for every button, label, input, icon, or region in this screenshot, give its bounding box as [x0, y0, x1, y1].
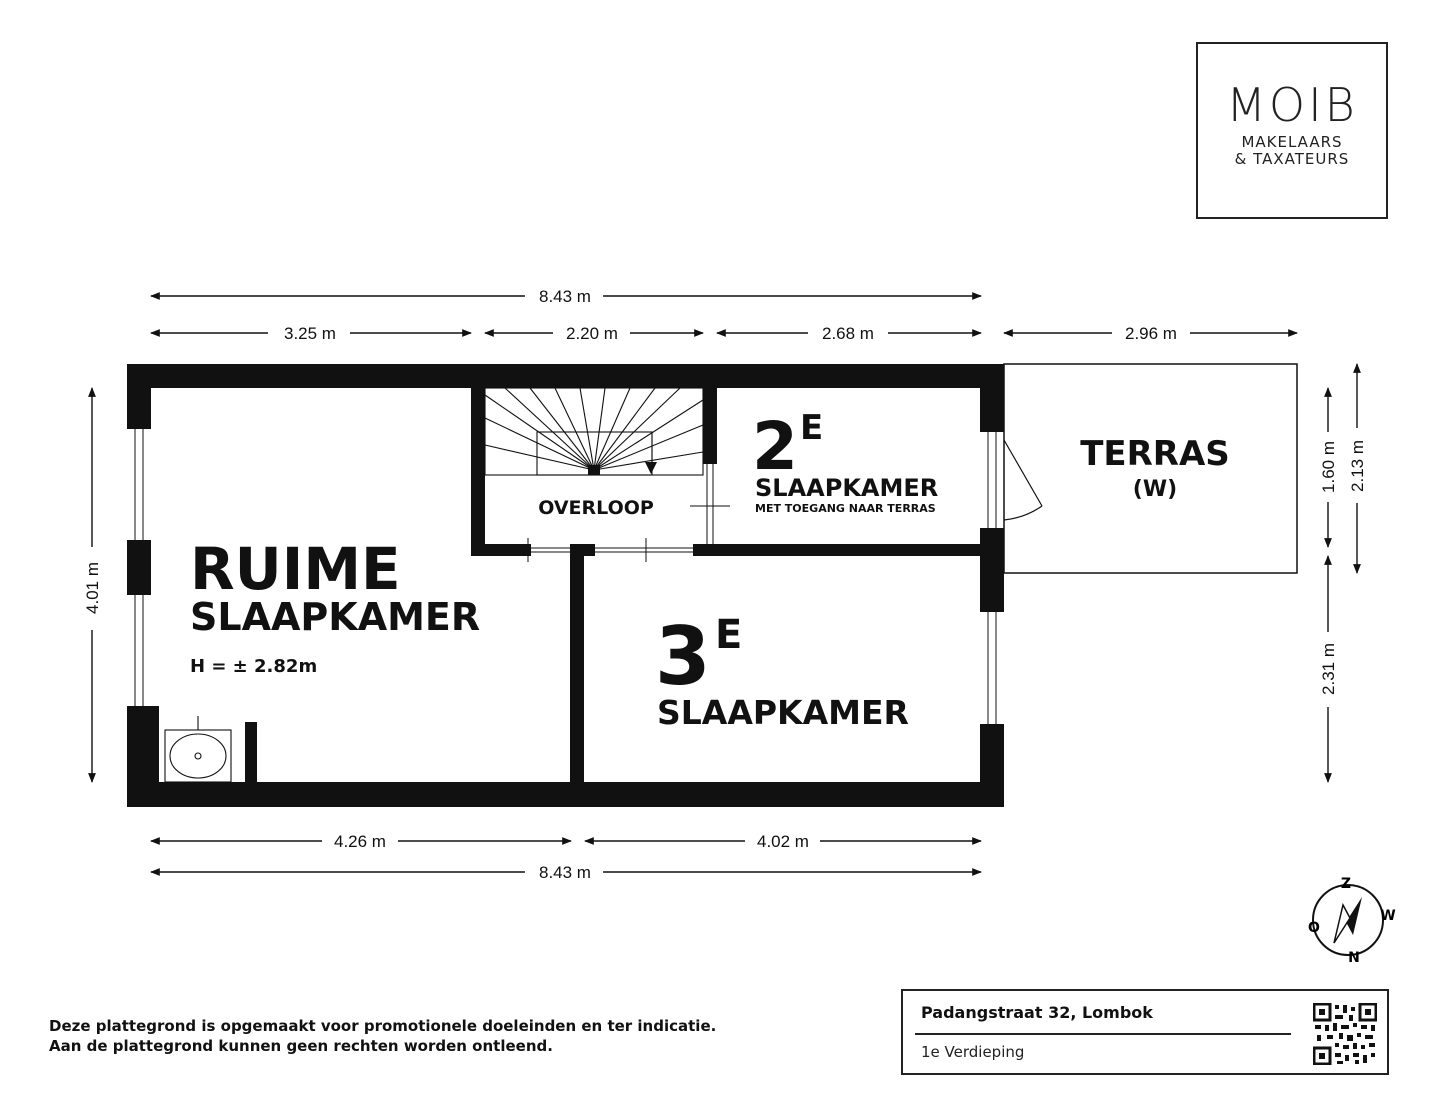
dim-terras-door: 1.60 m — [1319, 441, 1338, 493]
overloop-label: OVERLOOP — [538, 497, 654, 519]
address: Padangstraat 32, Lombok — [921, 1003, 1153, 1022]
second-name: SLAAPKAMER — [755, 474, 939, 502]
ruime-height: H = ± 2.82m — [190, 656, 318, 677]
dim-terras-depth: 2.13 m — [1348, 440, 1367, 492]
second-number: 2 — [752, 408, 798, 485]
compass — [1308, 876, 1396, 966]
ruime-title: RUIME — [190, 535, 401, 603]
dim-left-height: 4.01 m — [83, 562, 102, 614]
dim-bottom-1: 4.26 m — [334, 832, 386, 851]
dim-top-1: 3.25 m — [284, 324, 336, 343]
terras-orientation: (W) — [1132, 477, 1178, 502]
dim-top-total: 8.43 m — [539, 287, 591, 306]
staircase — [485, 388, 703, 475]
compass-w: W — [1380, 908, 1396, 924]
terras-door — [1004, 440, 1042, 520]
dim-top-2: 2.20 m — [566, 324, 618, 343]
logo-name: MOIB — [1226, 78, 1358, 132]
disclaimer-line-2: Aan de plattegrond kunnen geen rechten worden ontleend. — [49, 1037, 553, 1055]
terras-title: TERRAS — [1080, 434, 1230, 474]
second-sup: E — [800, 408, 824, 448]
ruime-subtitle: SLAAPKAMER — [190, 595, 481, 639]
logo-tagline-2: & TAXATEURS — [1234, 150, 1350, 168]
third-number: 3 — [655, 610, 711, 703]
dim-right-lower: 2.31 m — [1319, 643, 1338, 695]
address-box — [901, 989, 1389, 1075]
disclaimer-line-1: Deze plattegrond is opgemaakt voor promotionele doeleinden en ter indicatie. — [49, 1017, 717, 1035]
dim-top-3: 2.68 m — [822, 324, 874, 343]
third-name: SLAAPKAMER — [657, 693, 909, 732]
stair-direction-arrow — [645, 462, 657, 474]
second-note: MET TOEGANG NAAR TERRAS — [755, 502, 936, 515]
logo-tagline-1: MAKELAARS — [1241, 133, 1343, 151]
compass-o: O — [1308, 920, 1320, 936]
floor-label: 1e Verdieping — [921, 1043, 1025, 1061]
stair-post — [588, 465, 600, 475]
dim-terras-width: 2.96 m — [1125, 324, 1177, 343]
washbasin — [165, 716, 231, 782]
compass-n: N — [1348, 950, 1360, 966]
third-sup: E — [715, 612, 743, 658]
dim-bottom-total: 8.43 m — [539, 863, 591, 882]
dim-bottom-2: 4.02 m — [757, 832, 809, 851]
compass-z: Z — [1340, 876, 1352, 892]
qr-code-icon — [1313, 1003, 1377, 1065]
address-divider — [915, 1033, 1291, 1035]
disclaimer — [49, 1016, 716, 1056]
